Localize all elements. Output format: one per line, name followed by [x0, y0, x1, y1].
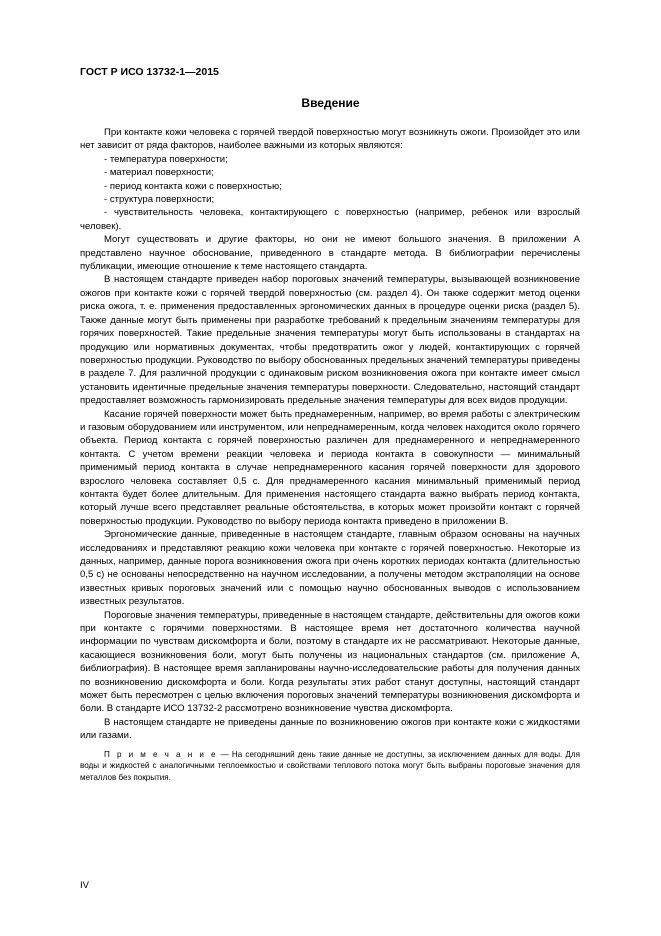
section-title: Введение	[301, 96, 360, 110]
factor-item: - структура поверхности;	[104, 194, 215, 206]
section-body	[80, 126, 580, 783]
paragraph: В настоящем стандарте приведен набор пороговых значений температуры, вызывающей возникновение ожогов при контакте кожи с горячей твердой поверхностью (см. раздел 4). Он также содержит метод оценки риска ожога, т. е. применения предоставленных эргономических данных в процедуре оценки риска (раздел 5). Также данные могут быть применены при разработке требований к предельным значениям температуры для горячих поверхностей. Такие предельные значения температуры могут быть использованы в стандартах на продукцию или нормативных документах, чтобы предотвратить ожог у людей, контактирующих с горячей поверхностью продукции. Руководство по выбору обоснованных предельных значений температуры приведены в разделе 7. Для различной продукции с одинаковым риском возникновения ожога при контакте имеет смысл установить идентичные предельные значения температуры поверхности. Следовательно, настоящий стандарт предоставляет возможность гармонизировать предельные значения температуры для всех видов продукции.	[80, 274, 580, 407]
paragraph: Могут существовать и другие факторы, но они не имеют большого значения. В приложении А представлено научное обоснование, приведенного в стандарте метода. В библиографии перечислены публикации, имеющие отношение к теме настоящего стандарта.	[80, 234, 580, 273]
note-label: П р и м е ч а н и е	[104, 749, 218, 759]
note-text: — На сегодняшний день такие данные не доступны, за исключением данных для воды. Для воды и жидкостей с аналогичными теплоемкостью и свойствами теплового потока могут быть выбраны пороговые значения для металлов без покрытия.	[80, 749, 580, 782]
paragraph: Касание горячей поверхности может быть преднамеренным, например, во время работы с электрическим и газовым оборудованием или инструментом, или непреднамеренным, когда человек находится около горячего объекта. Период контакта с горячей поверхностью различен для преднамеренного и непреднамеренного контакта. С учетом времени реакции человека и периода контакта в совокупности — минимальный применимый период контакта в случае непреднамеренного касания горячей поверхности для здорового взрослого человека составляет 0,5 с. Для преднамеренного касания минимальный применимый период контакта будет более длительным. Для применения настоящего стандарта важно выбрать период контакта, который лучше всего представляет реальные обстоятельства, в которых может произойти контакт с горячей поверхностью продукции. Руководство по выбору периода контакта приведено в приложении В.	[80, 408, 580, 527]
factor-item: - период контакта кожи с поверхностью;	[104, 180, 282, 192]
factor-item: - чувствительность человека, контактирующего с поверхностью (например, ребенок или взрослый человек).	[80, 207, 580, 232]
paragraph: В настоящем стандарте не приведены данные по возникновению ожогов при контакте кожи с жидкостями или газами.	[80, 716, 580, 742]
note	[80, 749, 580, 783]
paragraph: Эргономические данные, приведенные в настоящем стандарте, главным образом основаны на научных исследованиях и представляют реакцию кожи человека при контакте с горячей поверхностью. Некоторые из данных, например, данные порога возникновения ожога при очень коротких периодах контакта (длительностью 0,5 с) не основаны непосредственно на научном исследовании, а получены методом экстраполяции на основе известных кривых пороговых значений или с помощью научно обоснованных выводов с использованием известных результатов.	[80, 529, 580, 608]
intro-paragraph: При контакте кожи человека с горячей твердой поверхностью могут возникнуть ожоги. Произойдет это или нет зависит от ряда факторов, наиболее важными из которых являются:	[80, 127, 580, 152]
page-number: IV	[80, 880, 89, 891]
factor-list	[80, 153, 580, 233]
factor-item: - материал поверхности;	[104, 167, 214, 179]
factor-item: - температура поверхности;	[104, 153, 228, 165]
paragraph: Пороговые значения температуры, приведенные в настоящем стандарте, действительны для ожогов кожи при контакте с горячими поверхностями. В настоящее время нет достаточного количества научной информации по чувствам дискомфорта и боли, поэтому в стандарте их не рассматривают. Некоторые данные, касающиеся возникновения боли, могут быть получены из национальных стандартов (см. приложение А, библиография). В настоящее время запланированы научно-исследовательские работы для получения данных по возникновению дискомфорта и боли. Когда результаты этих работ станут доступны, настоящий стандарт может быть пересмотрен с целью включения пороговых значений температуры возникновения дискомфорта и боли. В стандарте ИСО 13732-2 рассмотрено возникновение чувства дискомфорта.	[80, 609, 580, 715]
standard-code-header: ГОСТ Р ИСО 13732-1—2015	[80, 66, 219, 78]
